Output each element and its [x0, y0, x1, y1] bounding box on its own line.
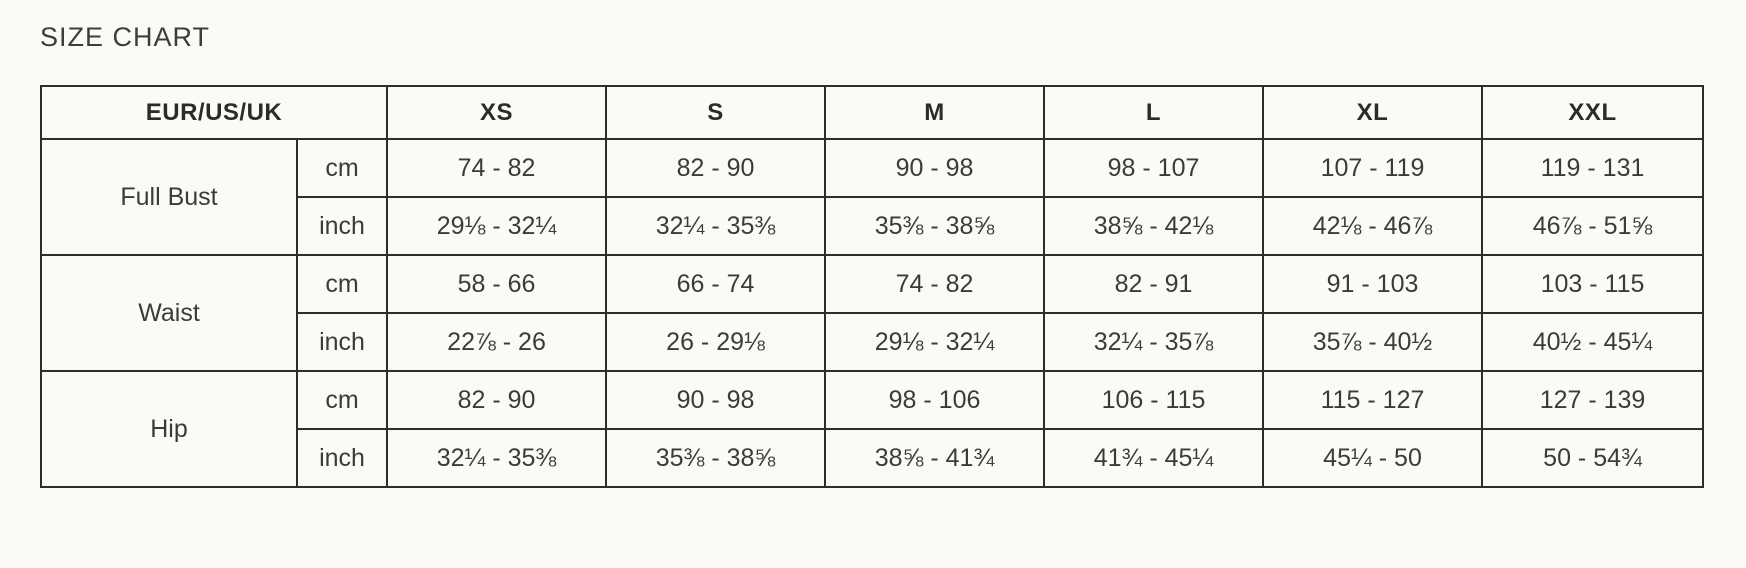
header-size-xl: XL [1263, 86, 1482, 139]
table-cell: 22⅞ - 26 [387, 313, 606, 371]
table-cell: 40½ - 45¼ [1482, 313, 1703, 371]
table-cell: 90 - 98 [606, 371, 825, 429]
header-size-s: S [606, 86, 825, 139]
table-cell: 74 - 82 [387, 139, 606, 197]
page-title: SIZE CHART [40, 22, 211, 52]
table-cell: 35⅜ - 38⅝ [825, 197, 1044, 255]
table-cell: 90 - 98 [825, 139, 1044, 197]
size-chart-table [40, 85, 1704, 488]
unit-label-cm: cm [297, 371, 387, 429]
table-row-hip-cm [41, 371, 1703, 429]
table-cell: 107 - 119 [1263, 139, 1482, 197]
unit-label-cm: cm [297, 255, 387, 313]
header-size-xxl: XXL [1482, 86, 1703, 139]
table-cell: 82 - 91 [1044, 255, 1263, 313]
table-row-fullbust-cm [41, 139, 1703, 197]
table-cell: 32¼ - 35⅜ [606, 197, 825, 255]
table-cell: 50 - 54¾ [1482, 429, 1703, 487]
header-size-l: L [1044, 86, 1263, 139]
table-cell: 106 - 115 [1044, 371, 1263, 429]
measurement-label-full-bust: Full Bust [41, 139, 297, 255]
table-cell: 46⅞ - 51⅝ [1482, 197, 1703, 255]
table-cell: 74 - 82 [825, 255, 1044, 313]
unit-label-cm: cm [297, 139, 387, 197]
table-cell: 35⅞ - 40½ [1263, 313, 1482, 371]
table-cell: 45¼ - 50 [1263, 429, 1482, 487]
header-size-m: M [825, 86, 1044, 139]
table-cell: 38⅝ - 42⅛ [1044, 197, 1263, 255]
unit-label-inch: inch [297, 313, 387, 371]
table-cell: 66 - 74 [606, 255, 825, 313]
table-cell: 115 - 127 [1263, 371, 1482, 429]
table-cell: 82 - 90 [606, 139, 825, 197]
table-cell: 29⅛ - 32¼ [387, 197, 606, 255]
unit-label-inch: inch [297, 197, 387, 255]
table-cell: 38⅝ - 41¾ [825, 429, 1044, 487]
table-cell: 32¼ - 35⅞ [1044, 313, 1263, 371]
unit-label-inch: inch [297, 429, 387, 487]
table-cell: 103 - 115 [1482, 255, 1703, 313]
table-cell: 119 - 131 [1482, 139, 1703, 197]
table-row-waist-cm [41, 255, 1703, 313]
table-cell: 32¼ - 35⅜ [387, 429, 606, 487]
table-cell: 41¾ - 45¼ [1044, 429, 1263, 487]
header-region-label: EUR/US/UK [41, 86, 387, 139]
measurement-label-hip: Hip [41, 371, 297, 487]
table-cell: 91 - 103 [1263, 255, 1482, 313]
measurement-label-waist: Waist [41, 255, 297, 371]
table-cell: 29⅛ - 32¼ [825, 313, 1044, 371]
table-header-row [41, 86, 1703, 139]
table-cell: 35⅜ - 38⅝ [606, 429, 825, 487]
table-cell: 127 - 139 [1482, 371, 1703, 429]
table-cell: 26 - 29⅛ [606, 313, 825, 371]
header-size-xs: XS [387, 86, 606, 139]
table-cell: 58 - 66 [387, 255, 606, 313]
table-cell: 82 - 90 [387, 371, 606, 429]
table-cell: 98 - 106 [825, 371, 1044, 429]
table-cell: 98 - 107 [1044, 139, 1263, 197]
table-cell: 42⅛ - 46⅞ [1263, 197, 1482, 255]
